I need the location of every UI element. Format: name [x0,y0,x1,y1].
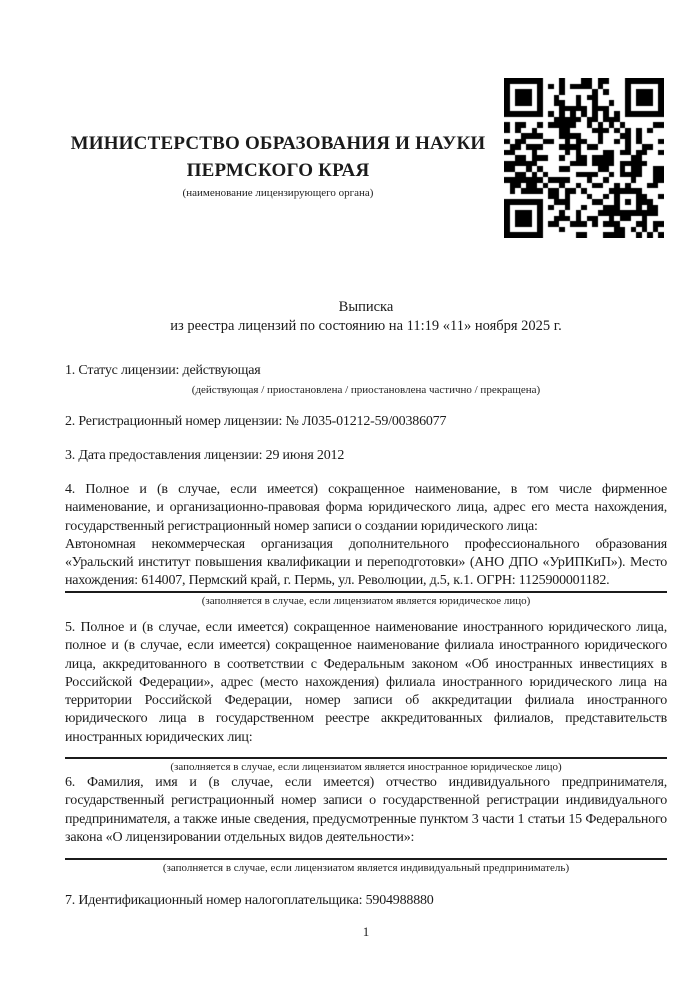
item-inn [65,892,667,910]
item-grant-date [65,447,667,465]
document-title: Выписка [338,299,394,315]
item-registration-number [65,413,667,431]
item-legal-entity [65,481,667,608]
foreign-entity-prompt: 5. Полное и (в случае, если имеется) сокращенное наименование иностранного юридического лица, полное и (в случае, если имеется) сокращенное наименование филиала иностранного юридического лица, аккредитованного в соответствии с Федеральным законом «Об иностранных инвестициях в Российской Федерации», адрес (место нахождения) филиала иностранного юридического лица на территории Российской Федерации, номер записи об аккредитации филиала иностранного юридического лица в государственном реестре аккредитованных филиалов, представительств иностранных юридических лиц: [65,620,667,745]
empty-value-space [65,747,667,757]
item-license-status [65,362,667,380]
licensing-authority-caption: (наименование лицензирующего органа) [182,187,374,199]
inn-text: 7. Идентификационный номер налогоплательщика: 5904988880 [65,893,434,908]
document-title-block [65,298,667,336]
legal-entity-value: Автономная некоммерческая организация дополнительного профессионального образования «Уральский институт повышения квалификации и переподготовки» (АНО ДПО «УрИПКиП»). Место нахождения: 614007, Пермский край, г. Пермь, ул. Революции, д.5, к.1. ОГРН: 1125900001182. [65,536,667,589]
license-status-options-caption: (действующая / приостановлена / приостановлена частично / прекращена) [191,384,541,396]
grant-date-text: 3. Дата предоставления лицензии: 29 июня 2012 [65,448,345,463]
ministry-name-line2: ПЕРМСКОГО КРАЯ [186,160,370,181]
item-foreign-entity [65,619,667,774]
individual-caption: (заполняется в случае, если лицензиатом является индивидуальный предприниматель) [162,862,570,875]
foreign-entity-caption: (заполняется в случае, если лицензиатом является иностранное юридическое лицо) [170,761,562,774]
document-subtitle: из реестра лицензий по состоянию на 11:19 «11» ноября 2025 г. [170,318,562,334]
legal-entity-prompt: 4. Полное и (в случае, если имеется) сокращенное наименование, в том числе фирменное наименование, и организационно-правовая форма юридического лица, адрес его места нахождения, государственный регистрационный номер записи о создании юридического лица: [65,482,667,534]
ministry-header [38,130,518,200]
legal-entity-caption: (заполняется в случае, если лицензиатом является юридическое лицо) [201,594,531,607]
fill-in-line [65,591,667,593]
item-individual-entrepreneur [65,774,667,875]
ministry-name-line1: МИНИСТЕРСТВО ОБРАЗОВАНИЯ И НАУКИ [70,133,486,154]
empty-value-space [65,847,667,858]
page-number: 1 [362,924,370,939]
license-status-text: 1. Статус лицензии: действующая [65,363,261,378]
individual-prompt: 6. Фамилия, имя и (в случае, если имеется) отчество индивидуального предпринимателя, государственный регистрационный номер записи о государственной регистрации индивидуального предпринимателя, а также иные сведения, предусмотренные пунктом 3 части 1 статьи 15 Федерального закона «О лицензировании отдельных видов деятельности»: [65,775,667,845]
fill-in-line [65,757,667,759]
fill-in-line [65,858,667,860]
qr-code [504,78,664,238]
registration-number-text: 2. Регистрационный номер лицензии: № Л035-01212-59/00386077 [65,414,447,429]
